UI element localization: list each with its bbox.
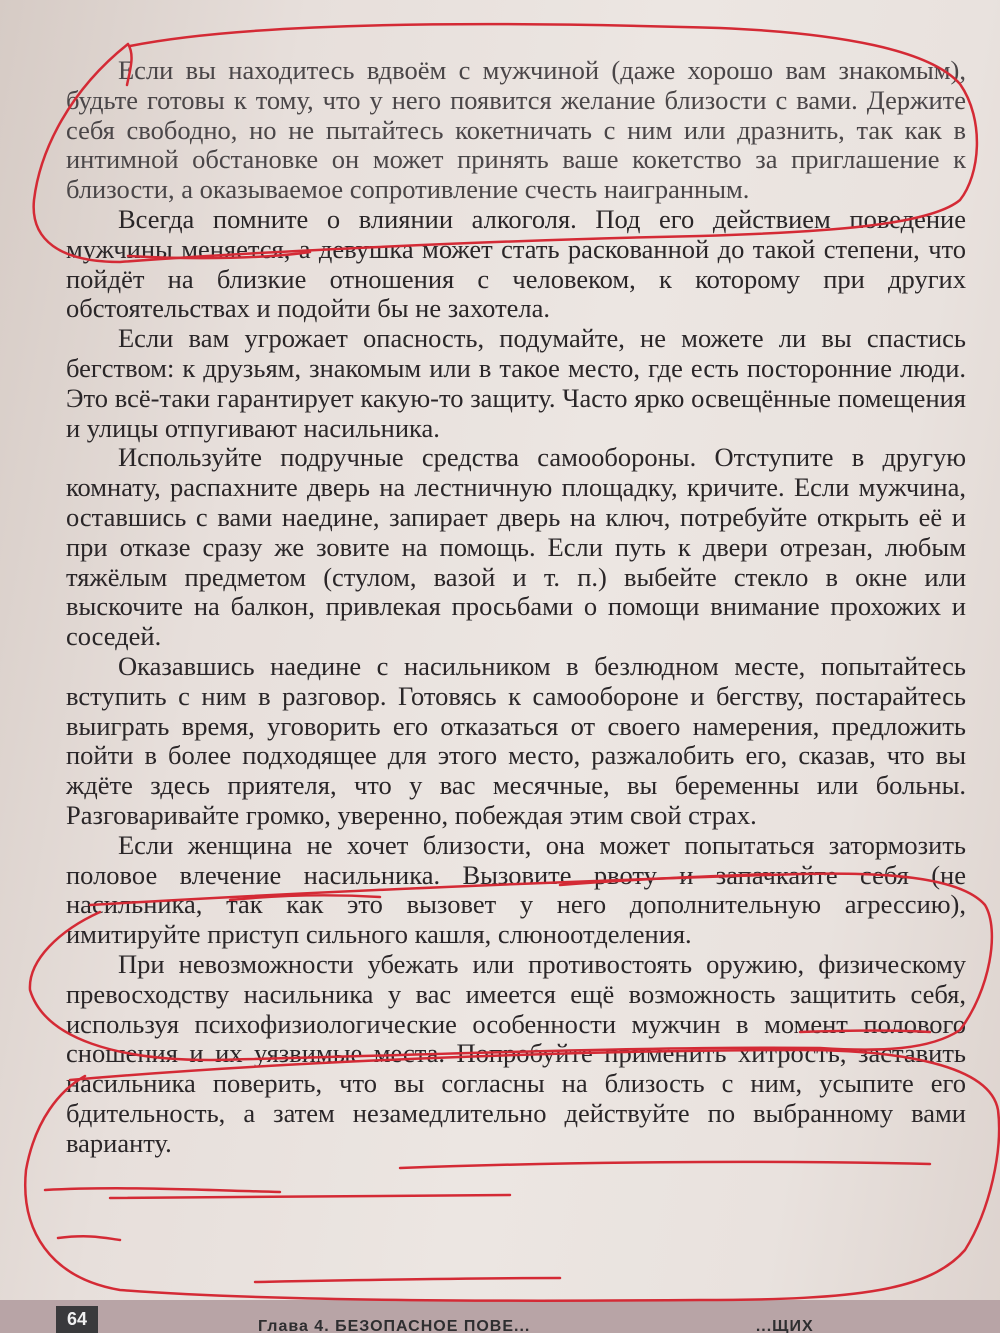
strike-line-bottom-1	[58, 1236, 120, 1240]
chapter-heading-tail: ...ЩИХ	[755, 1318, 814, 1333]
page-number: 64	[56, 1306, 98, 1333]
strike-line-middle-3	[800, 1031, 930, 1033]
strike-line-middle-1	[560, 874, 770, 885]
paragraph-2: Всегда помните о влиянии алкоголя. Под его действием поведение мужчины меняется, а девушка может стать раскованной до такой степени, что пойдёт на близкие отношения с человеком, к которому при других обстоятельствах и подойти бы не захотела.	[66, 203, 966, 324]
circle-annotation-top	[34, 24, 977, 262]
paragraph-4: Используйте подручные средства самообороны. Отступите в другую комнату, распахните дверь на лестничную площадку, кричите. Если мужчина, оставшись с вами наедине, запирает дверь на ключ, потребуйте открыть её и при отказе сразу же зовите на помощь. Если путь к двери отрезан, любым тяжёлым предметом (стулом, вазой и т. п.) выбейте стекло в окне или выскочите на балкон, привлекая просьбами о помощи внимание прохожих и соседей.	[66, 442, 966, 652]
circle-annotation-bottom	[25, 1050, 999, 1301]
underline-phrase-1	[400, 1162, 930, 1168]
underline-phrase-3	[110, 1195, 510, 1198]
paragraph-5: Оказавшись наедине с насильником в безлюдном месте, попытайтесь вступить с ним в разговор. Готовясь к самообороне и бегству, постарайтесь выиграть время, уговорить его отказаться от своего намерения, предложить пойти в более подходящее для этого место, разжалобить его, сказав, что вы ждёте здесь приятеля, что у вас месячные, вы беременны или больны. Разговаривайте громко, уверенно, побеждая этим свой страх.	[66, 650, 966, 830]
paragraph-1: Если вы находитесь вдвоём с мужчиной (даже хорошо вам знакомым), будьте готовы к тому, что у него появится желание близости с вами. Держите себя свободно, но не пытайтесь кокетничать с ним или дразнить, так как в интимной обстановке он может принять ваше кокетство за приглашение к близости, а оказываемое сопротивление счесть наигранным.	[66, 55, 966, 205]
paragraph-6: Если женщина не хочет близости, она может попытаться затормозить половое влечение насильника. Вызовите рвоту и запачкайте себя (не насильника, так как это вызовет у него дополнительную агрессию), имитируйте приступ сильного кашля, слюноотделения.	[66, 829, 966, 950]
paragraph-7: При невозможности убежать или противостоять оружию, физическому превосходству насильника у вас имеется ещё возможность защитить себя, используя психофизиологические особенности мужчин в момент полового сношения и их уязвимые места. Попробуйте применить хитрость, заставить насильника поверить, что вы согласны на близость с ним, усыпите его бдительность, а затем незамедлительно действуйте по выбранному вами варианту.	[66, 948, 966, 1158]
ink-group	[25, 24, 999, 1301]
chapter-heading: Глава 4. БЕЗОПАСНОЕ ПОВЕ...	[258, 1318, 531, 1333]
underline-phrase-2	[45, 1188, 280, 1192]
paragraph-3: Если вам угрожает опасность, подумайте, не можете ли вы спастись бегством: к друзьям, знакомым или в такое место, где есть посторонние люди. Это всё-таки гарантирует какую-то защиту. Часто ярко освещённые помещения и улицы отпугивают насильника.	[66, 323, 966, 443]
strike-line-bottom-2	[255, 1278, 560, 1282]
